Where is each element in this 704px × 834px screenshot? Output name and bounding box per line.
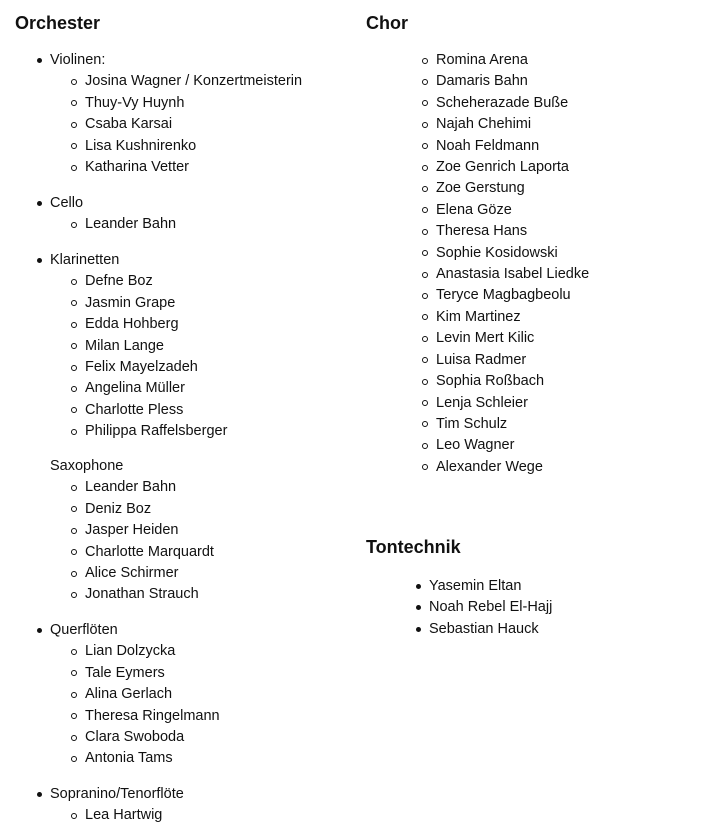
group-label: Klarinetten bbox=[50, 250, 227, 271]
group-label: Saxophone bbox=[50, 458, 124, 474]
chor-member-list bbox=[436, 50, 589, 478]
list-item: Noah Feldmann bbox=[436, 136, 589, 157]
member-list bbox=[85, 805, 184, 826]
list-item: Angelina Müller bbox=[85, 378, 227, 399]
list-item: Defne Boz bbox=[85, 271, 227, 292]
list-item: Katharina Vetter bbox=[85, 157, 302, 178]
list-item: Theresa Hans bbox=[436, 221, 589, 242]
orchester-heading: Orchester bbox=[15, 13, 101, 33]
list-item: Zoe Genrich Laporta bbox=[436, 157, 589, 178]
member-list bbox=[85, 641, 220, 769]
group-querfloeten bbox=[50, 620, 220, 770]
group-cello bbox=[50, 193, 176, 236]
list-item: Deniz Boz bbox=[85, 499, 214, 520]
group-label: Cello bbox=[50, 193, 176, 214]
list-item: Zoe Gerstung bbox=[436, 178, 589, 199]
list-item: Leo Wagner bbox=[436, 435, 589, 456]
list-item: Teryce Magbagbeolu bbox=[436, 285, 589, 306]
list-item: Leander Bahn bbox=[85, 477, 214, 498]
list-item: Csaba Karsai bbox=[85, 114, 302, 135]
list-item: Edda Hohberg bbox=[85, 314, 227, 335]
list-item: Tale Eymers bbox=[85, 663, 220, 684]
list-item: Anastasia Isabel Liedke bbox=[436, 264, 589, 285]
list-item: Sophie Kosidowski bbox=[436, 243, 589, 264]
member-list bbox=[85, 477, 214, 605]
list-item: Jasmin Grape bbox=[85, 293, 227, 314]
list-item: Sebastian Hauck bbox=[429, 619, 552, 640]
group-label: Sopranino/Tenorflöte bbox=[50, 784, 184, 805]
member-list bbox=[85, 214, 176, 235]
list-item: Felix Mayelzadeh bbox=[85, 357, 227, 378]
list-item: Charlotte Pless bbox=[85, 400, 227, 421]
list-item: Elena Göze bbox=[436, 200, 589, 221]
group-saxophone bbox=[50, 456, 214, 606]
tontechnik-member-list bbox=[429, 576, 552, 640]
list-item: Damaris Bahn bbox=[436, 71, 589, 92]
list-item: Jasper Heiden bbox=[85, 520, 214, 541]
list-item: Lian Dolzycka bbox=[85, 641, 220, 662]
list-item: Lisa Kushnirenko bbox=[85, 136, 302, 157]
list-item: Tim Schulz bbox=[436, 414, 589, 435]
list-item: Josina Wagner / Konzertmeisterin bbox=[85, 71, 302, 92]
list-item: Philippa Raffelsberger bbox=[85, 421, 227, 442]
group-klarinetten bbox=[50, 250, 227, 443]
list-item: Alina Gerlach bbox=[85, 684, 220, 705]
member-list bbox=[85, 271, 227, 442]
list-item: Najah Chehimi bbox=[436, 114, 589, 135]
tontechnik-heading: Tontechnik bbox=[366, 537, 461, 557]
list-item: Lea Hartwig bbox=[85, 805, 184, 826]
list-item: Antonia Tams bbox=[85, 748, 220, 769]
list-item: Noah Rebel El-Hajj bbox=[429, 597, 552, 618]
list-item: Scheherazade Buße bbox=[436, 93, 589, 114]
list-item: Thuy-Vy Huynh bbox=[85, 93, 302, 114]
list-item: Theresa Ringelmann bbox=[85, 706, 220, 727]
member-list bbox=[85, 71, 302, 178]
list-item: Leander Bahn bbox=[85, 214, 176, 235]
list-item: Jonathan Strauch bbox=[85, 584, 214, 605]
list-item: Alice Schirmer bbox=[85, 563, 214, 584]
list-item: Levin Mert Kilic bbox=[436, 328, 589, 349]
list-item: Alexander Wege bbox=[436, 457, 589, 478]
list-item: Sophia Roßbach bbox=[436, 371, 589, 392]
list-item: Charlotte Marquardt bbox=[85, 542, 214, 563]
chor-heading: Chor bbox=[366, 13, 408, 33]
list-item: Lenja Schleier bbox=[436, 393, 589, 414]
list-item: Milan Lange bbox=[85, 336, 227, 357]
group-label: Querflöten bbox=[50, 620, 220, 641]
group-label: Violinen: bbox=[50, 50, 302, 71]
group-sopranino-tenorfloete bbox=[50, 784, 184, 827]
list-item: Clara Swoboda bbox=[85, 727, 220, 748]
group-violinen bbox=[50, 50, 302, 178]
list-item: Kim Martinez bbox=[436, 307, 589, 328]
list-item: Yasemin Eltan bbox=[429, 576, 552, 597]
list-item: Romina Arena bbox=[436, 50, 589, 71]
list-item: Luisa Radmer bbox=[436, 350, 589, 371]
